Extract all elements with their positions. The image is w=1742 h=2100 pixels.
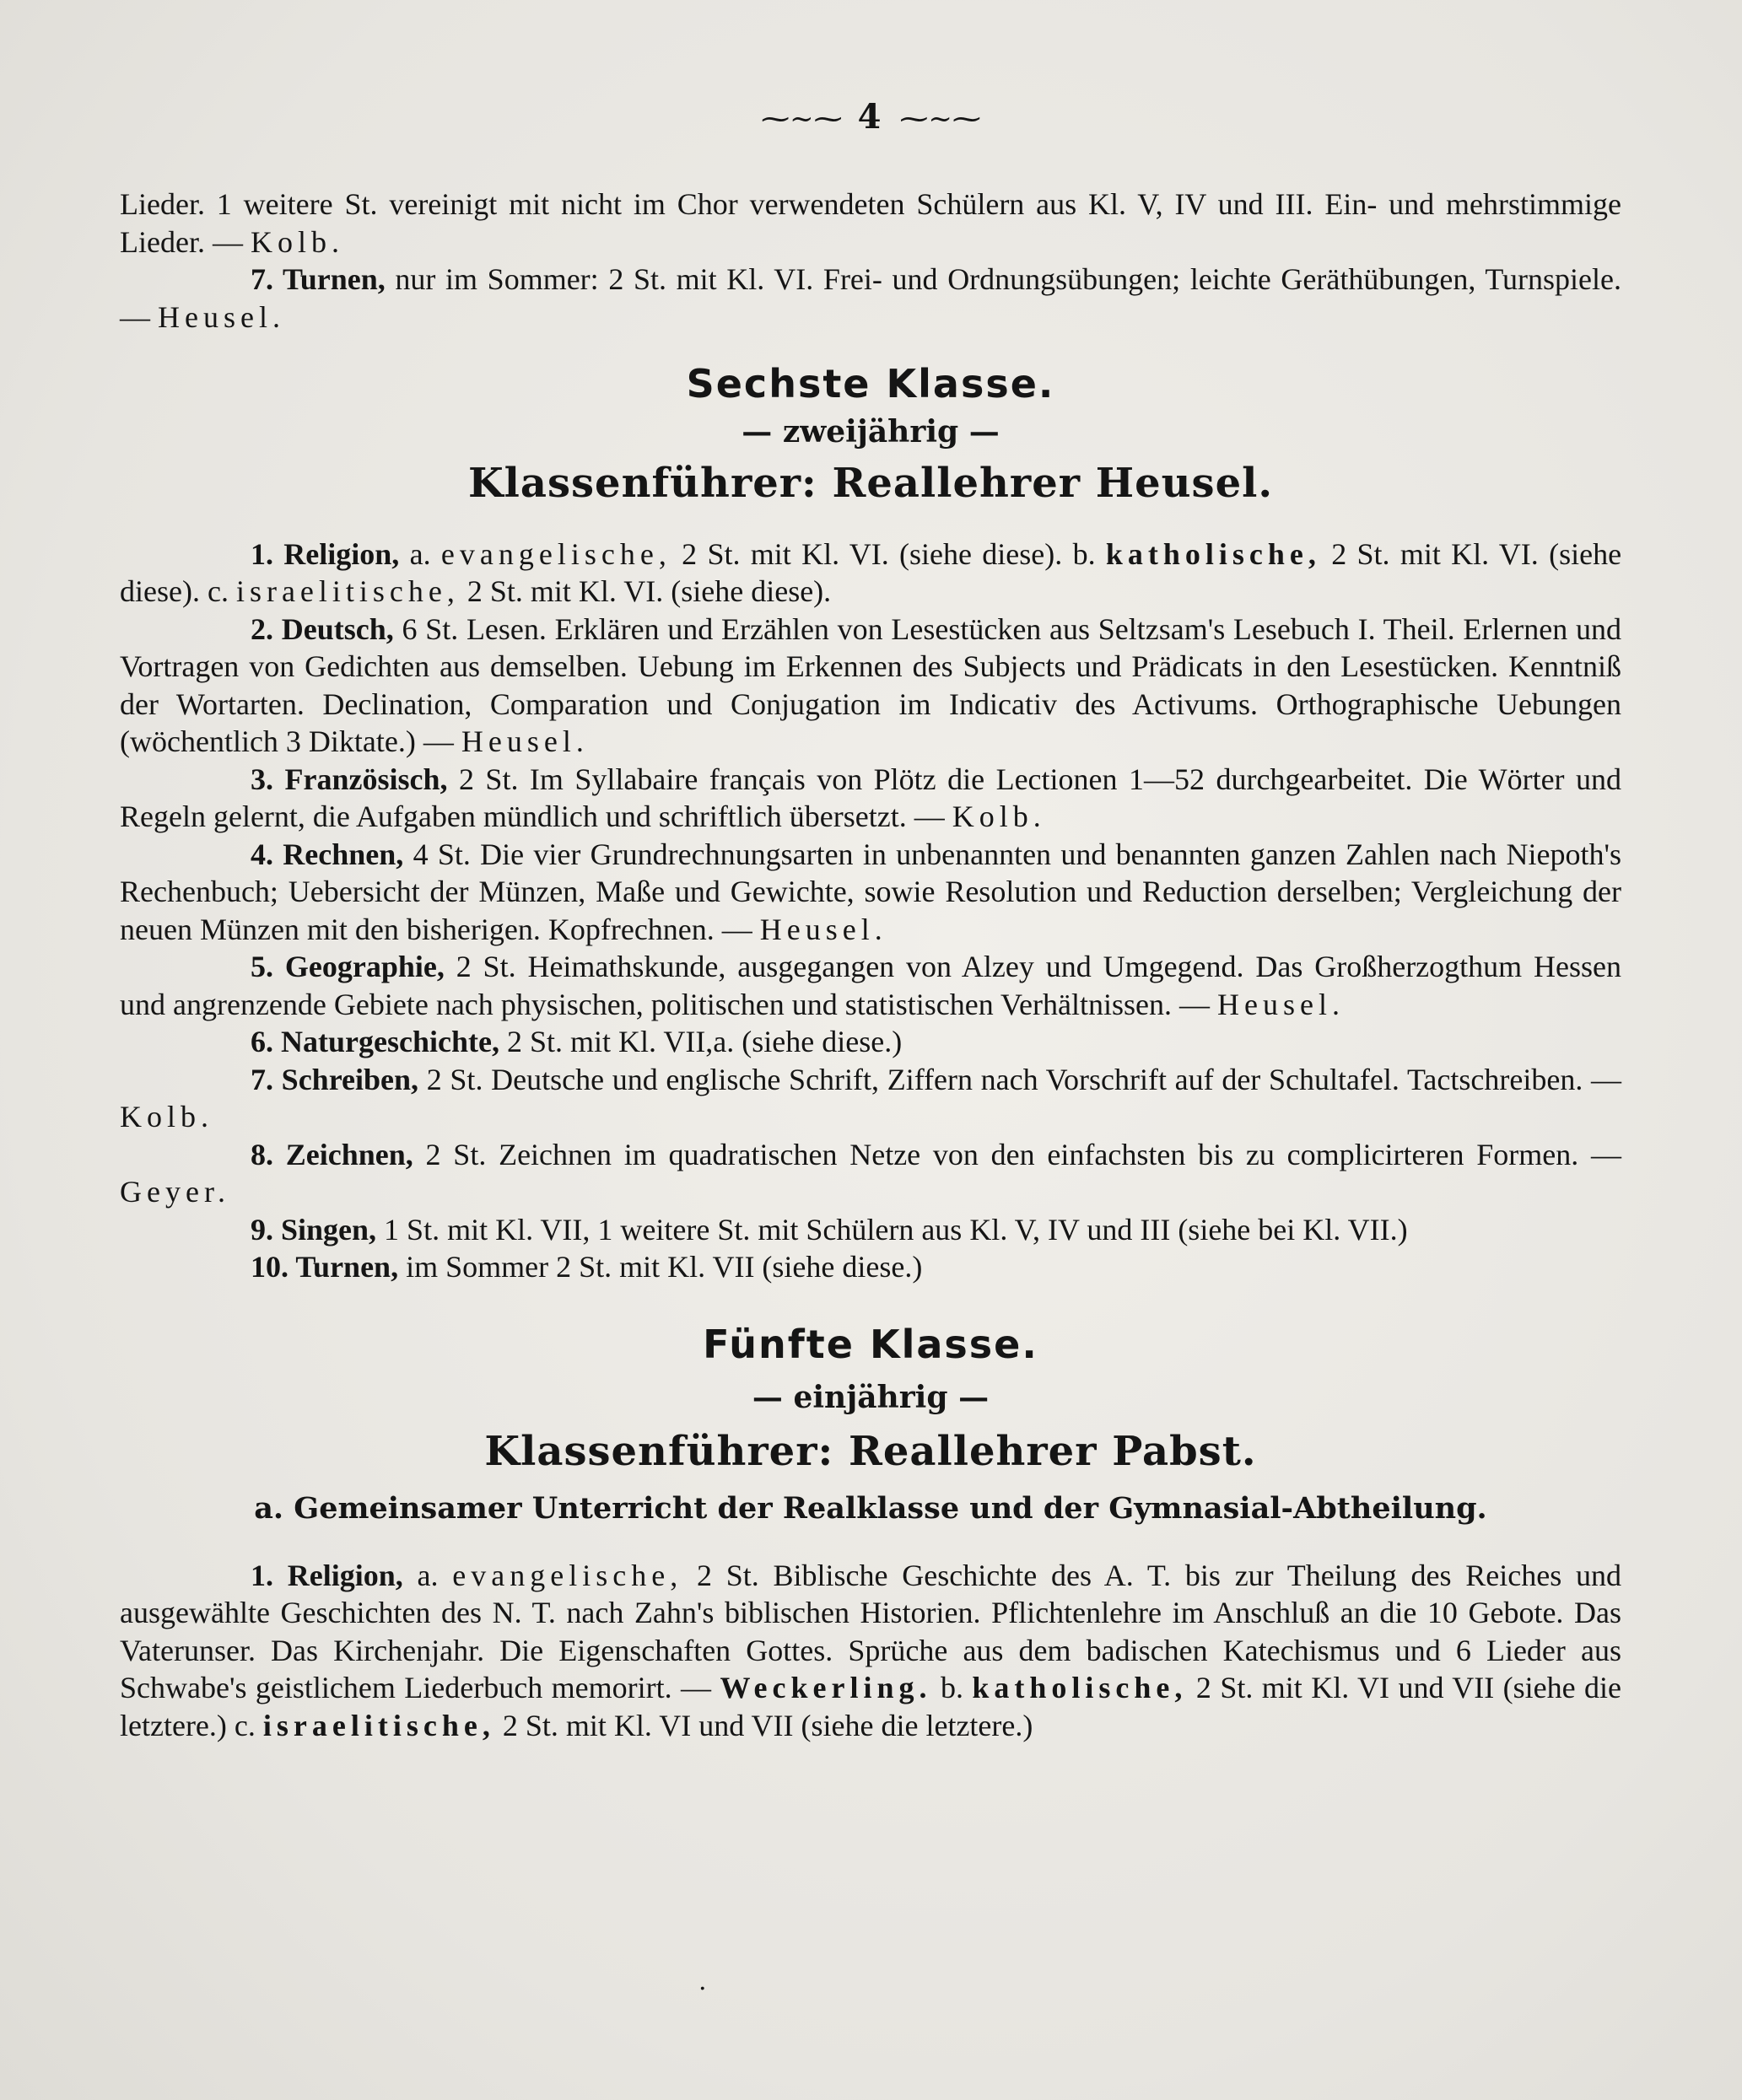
teacher-name: Heusel. (461, 724, 589, 758)
teacher-name: Kolb. (952, 800, 1046, 833)
class-teacher-fuenfte: Klassenführer: Reallehrer Pabst. (484, 1428, 1257, 1475)
teacher-name: Heusel. (759, 912, 887, 946)
class-teacher-sechste: Klassenführer: Reallehrer Heusel. (467, 459, 1274, 507)
page-number: 4 (857, 97, 885, 137)
subject-label: 8. Zeichnen, (251, 1137, 413, 1171)
subject-paragraph: 7. Schreiben, 2 St. Deutsche und englische Schrift, Ziffern nach Vorschrift auf der Schultafel. Tactschreiben. — Kolb. (120, 1062, 1622, 1133)
subject-paragraph: 9. Singen, 1 St. mit Kl. VII, 1 weitere St. mit Schülern aus Kl. V, IV und III (siehe bei Kl. VII.) (251, 1212, 1408, 1247)
teacher-name: Kolb. (250, 224, 344, 259)
duration-sechste: — zweijährig — (742, 414, 1000, 450)
subject-paragraph: 4. Rechnen, 4 St. Die vier Grundrechnungsarten in unbenannten und benannten ganzen Zahlen nach Niepoth's Rechenbuch; Uebersicht der Münzen, Maße und Gewichte, sowie Resolution und Reduction derselben; Vergleichung der neuen Münzen mit den bisherigen. Kopfrechnen. — Heusel. (120, 837, 1621, 946)
teacher-name: Heusel. (1217, 987, 1345, 1021)
teacher-name: Weckerling. (720, 1671, 932, 1704)
subject-label: 9. Singen, (251, 1212, 377, 1247)
subject-paragraph: 10. Turnen, im Sommer 2 St. mit Kl. VII (siehe diese.) (251, 1250, 923, 1284)
subject-label: 10. Turnen, (251, 1250, 399, 1284)
left-ornament: ⁓~⁓ (761, 102, 843, 136)
duration-fuenfte: — einjährig — (752, 1379, 990, 1415)
right-ornament: ⁓~⁓ (899, 102, 981, 136)
subject-paragraph: 1. Religion, a. evangelische, 2 St. Biblische Geschichte des A. T. bis zur Theilung des Reiches und ausgewählte Geschichten des N. T. nach Zahn's biblischen Historien. Pflichtenlehre im Anschluß an die 10 Gebote. Das Vaterunser. Das Kirchenjahr. Die Eigenschaften Gottes. Sprüche aus dem badischen Katechismus und 6 Lieder aus Schwabe's geistlichem Liederbuch memorirt. — Weckerling. b. katholische, 2 St. mit Kl. VI und VII (siehe die letztere.) c. israelitische, 2 St. mit Kl. VI und VII (siehe die letztere.) (120, 1558, 1622, 1742)
subject-label: 6. Naturgeschichte, (251, 1025, 499, 1058)
subject-paragraph: 3. Französisch, 2 St. Im Syllabaire français von Plötz die Lectionen 1—52 durchgearbeitet. Die Wörter und Regeln gelernt, die Aufgaben mündlich und schriftlich übersetzt. — Kolb. (120, 762, 1622, 833)
footer-mark: . (698, 1967, 707, 1996)
teacher-name: Kolb. (120, 1100, 213, 1133)
subject-label: 7. Schreiben, (251, 1062, 419, 1096)
subject-paragraph: 5. Geographie, 2 St. Heimathskunde, ausgegangen von Alzey und Umgegend. Das Großherzogthum Hessen und angrenzende Gebiete nach physischen, politischen und statistischen Verhältnissen. — Heusel. (120, 950, 1621, 1021)
subject-paragraph: 2. Deutsch, 6 St. Lesen. Erklären und Erzählen von Lesestücken aus Seltzsam's Lesebuch I. Theil. Erlernen und Vortragen von Gedichten aus demselben. Uebung im Erkennen des Subjects und Prädicats in den Lesestücken. Kenntniß der Wortarten. Declination, Comparation und Conjugation im Indicativ des Activums. Orthographische Uebungen (wöchentlich 3 Diktate.) — Heusel. (120, 611, 1622, 758)
subject-label: 1. Religion, (251, 1558, 403, 1592)
subject-label: 2. Deutsch, (251, 611, 394, 646)
subheading-common-lessons: a. Gemeinsamer Unterricht der Realklasse und der Gymnasial-Abtheilung. (254, 1491, 1487, 1526)
subject-label: 5. Geographie, (251, 950, 445, 983)
subject-label: 1. Religion, (251, 536, 400, 571)
subject-paragraph: 6. Naturgeschichte, 2 St. mit Kl. VII,a. (siehe diese.) (251, 1025, 903, 1058)
continued-paragraph: Lieder. 1 weitere St. vereinigt mit nicht im Chor verwendeten Schülern aus Kl. V, IV und III. Ein- und mehrstimmige Lieder. — Kolb. (120, 187, 1621, 259)
subject-paragraph: 1. Religion, a. evangelische, 2 St. mit Kl. VI. (siehe diese). b. katholische, 2 St. mit Kl. VI. (siehe diese). c. israelitische, 2 St. mit Kl. VI. (siehe diese). (120, 536, 1622, 608)
subject-label: 4. Rechnen, (251, 837, 404, 871)
teacher-name: Geyer. (120, 1175, 230, 1209)
page-content (120, 186, 1621, 1744)
turnen-paragraph: 7. Turnen, nur im Sommer: 2 St. mit Kl. VI. Frei- und Ordnungsübungen; leichte Geräthübungen, Turnspiele. — Heusel. (120, 262, 1622, 334)
section-title-sechste: Sechste Klasse. (686, 361, 1055, 407)
subject-label: 7. Turnen, (251, 262, 386, 296)
page-header (0, 97, 1742, 137)
subject-paragraph: 8. Zeichnen, 2 St. Zeichnen im quadratischen Netze von den einfachsten bis zu complicirteren Formen. — Geyer. (120, 1137, 1622, 1209)
subject-label: 3. Französisch, (251, 762, 448, 796)
section-title-fuenfte: Fünfte Klasse. (703, 1321, 1038, 1367)
teacher-name: Heusel. (158, 299, 285, 334)
